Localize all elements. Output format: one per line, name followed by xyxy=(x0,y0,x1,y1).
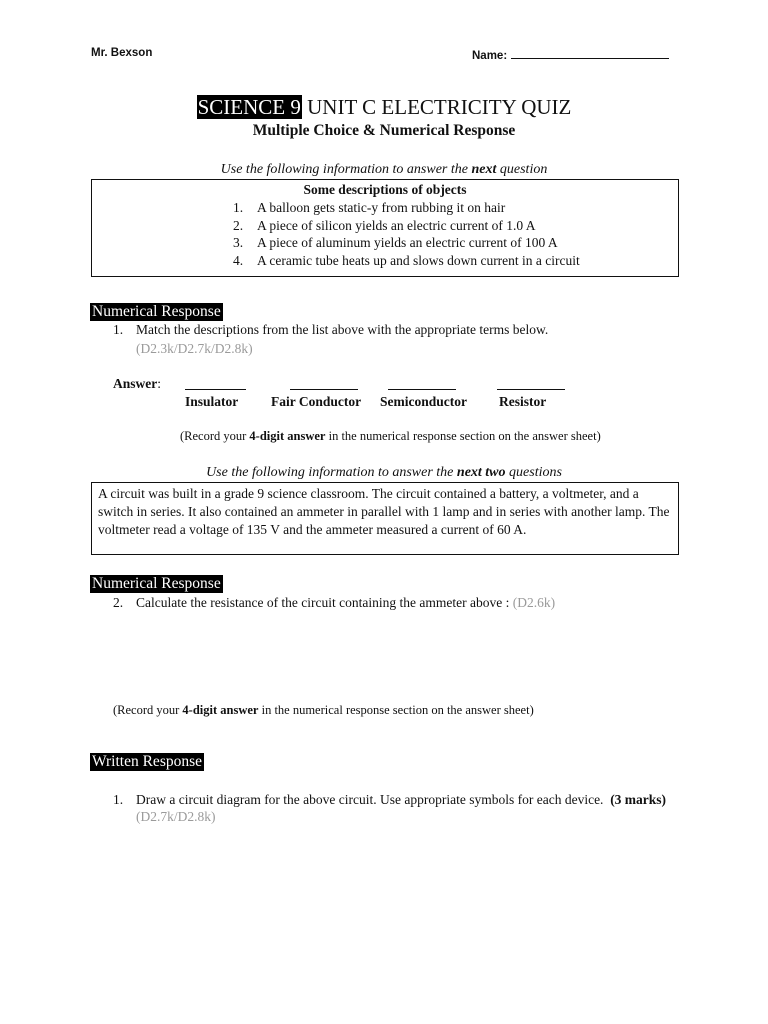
answer-label xyxy=(113,376,161,392)
record-bold: 4-digit answer xyxy=(182,703,259,717)
page-title xyxy=(0,95,768,120)
written-question-number: 1. xyxy=(113,792,124,807)
question-1-codes: (D2.3k/D2.7k/D2.8k) xyxy=(136,341,253,356)
descriptions-list xyxy=(233,199,678,269)
description-text: A ceramic tube heats up and slows down current in a circuit xyxy=(257,252,580,268)
description-item xyxy=(233,234,678,252)
answer-blank-semiconductor[interactable] xyxy=(388,377,456,390)
term-fair-conductor: Fair Conductor xyxy=(271,394,362,409)
instruction-text: Use the following information to answer the xyxy=(206,465,457,480)
written-question-marks: (3 marks) xyxy=(610,792,667,807)
term-resistor: Resistor xyxy=(499,394,547,409)
page-subtitle: Multiple Choice & Numerical Response xyxy=(252,122,516,139)
question-2-text: Calculate the resistance of the circuit containing the ammeter above : xyxy=(136,595,510,610)
student-name-field[interactable] xyxy=(472,47,669,62)
question-1-text: Match the descriptions from the list above with the appropriate terms below. xyxy=(136,322,549,337)
term-insulator: Insulator xyxy=(185,394,239,409)
written-question-text: Draw a circuit diagram for the above circuit. Use appropriate symbols for each device. xyxy=(136,792,604,807)
name-blank[interactable] xyxy=(511,47,669,59)
circuit-info-text: A circuit was built in a grade 9 science classroom. The circuit contained a battery, a voltmeter, and a switch in series. It also contained an ammeter in parallel with 1 lamp and in series with another lamp. The voltmeter read a voltage of 135 V and the ammeter measured a current of 60 A. xyxy=(98,486,670,537)
description-item xyxy=(233,252,678,270)
record-text-end: in the numerical response section on the answer sheet) xyxy=(325,429,601,443)
description-text: A balloon gets static-y from rubbing it on hair xyxy=(257,200,506,215)
teacher-name: Mr. Bexson xyxy=(91,47,153,59)
instruction-text-end: question xyxy=(496,162,548,177)
answer-colon: : xyxy=(157,376,162,391)
answer-blank-insulator[interactable] xyxy=(185,377,246,390)
instruction-text-end: questions xyxy=(505,465,562,480)
answer-blank-resistor[interactable] xyxy=(497,377,565,390)
instruction-emphasis: next xyxy=(471,162,497,177)
answer-blank-fair-conductor[interactable] xyxy=(290,377,358,390)
name-label: Name: xyxy=(472,50,508,62)
description-number: 2. xyxy=(233,217,244,233)
record-text: (Record your xyxy=(113,703,183,717)
description-text: A piece of silicon yields an electric current of 1.0 A xyxy=(257,217,536,233)
question-2-codes: (D2.6k) xyxy=(512,595,556,610)
record-instruction-1 xyxy=(180,429,601,444)
record-bold: 4-digit answer xyxy=(249,429,326,443)
instruction-next-question xyxy=(0,162,768,178)
descriptions-heading: Some descriptions of objects xyxy=(303,182,467,197)
record-text: (Record your xyxy=(180,429,250,443)
instruction-emphasis: next two xyxy=(456,465,506,480)
record-text-end: in the numerical response section on the answer sheet) xyxy=(258,703,534,717)
question-1-number: 1. xyxy=(113,322,124,337)
description-text: A piece of aluminum yields an electric current of 100 A xyxy=(257,235,558,250)
section-heading-written: Written Response xyxy=(92,753,203,770)
section-heading-numerical-2: Numerical Response xyxy=(92,575,221,592)
description-item xyxy=(233,217,678,235)
answer-label-text: Answer xyxy=(113,376,158,391)
term-semiconductor: Semiconductor xyxy=(380,394,467,409)
written-question-line xyxy=(136,792,666,808)
description-number: 3. xyxy=(233,235,244,250)
question-2-number: 2. xyxy=(113,595,124,610)
instruction-next-two-questions xyxy=(0,465,768,481)
description-item xyxy=(233,199,678,217)
description-number: 1. xyxy=(233,200,244,215)
descriptions-box xyxy=(91,179,679,277)
record-instruction-2 xyxy=(113,703,534,718)
section-heading-numerical-1: Numerical Response xyxy=(92,303,221,320)
instruction-text: Use the following information to answer the xyxy=(220,162,472,177)
question-2-line xyxy=(136,595,555,611)
description-number: 4. xyxy=(233,252,244,268)
title-rest: UNIT C ELECTRICITY QUIZ xyxy=(301,95,572,119)
circuit-info-box xyxy=(91,482,679,555)
written-question-codes: (D2.7k/D2.8k) xyxy=(136,809,216,824)
title-highlight: SCIENCE 9 xyxy=(197,95,301,119)
